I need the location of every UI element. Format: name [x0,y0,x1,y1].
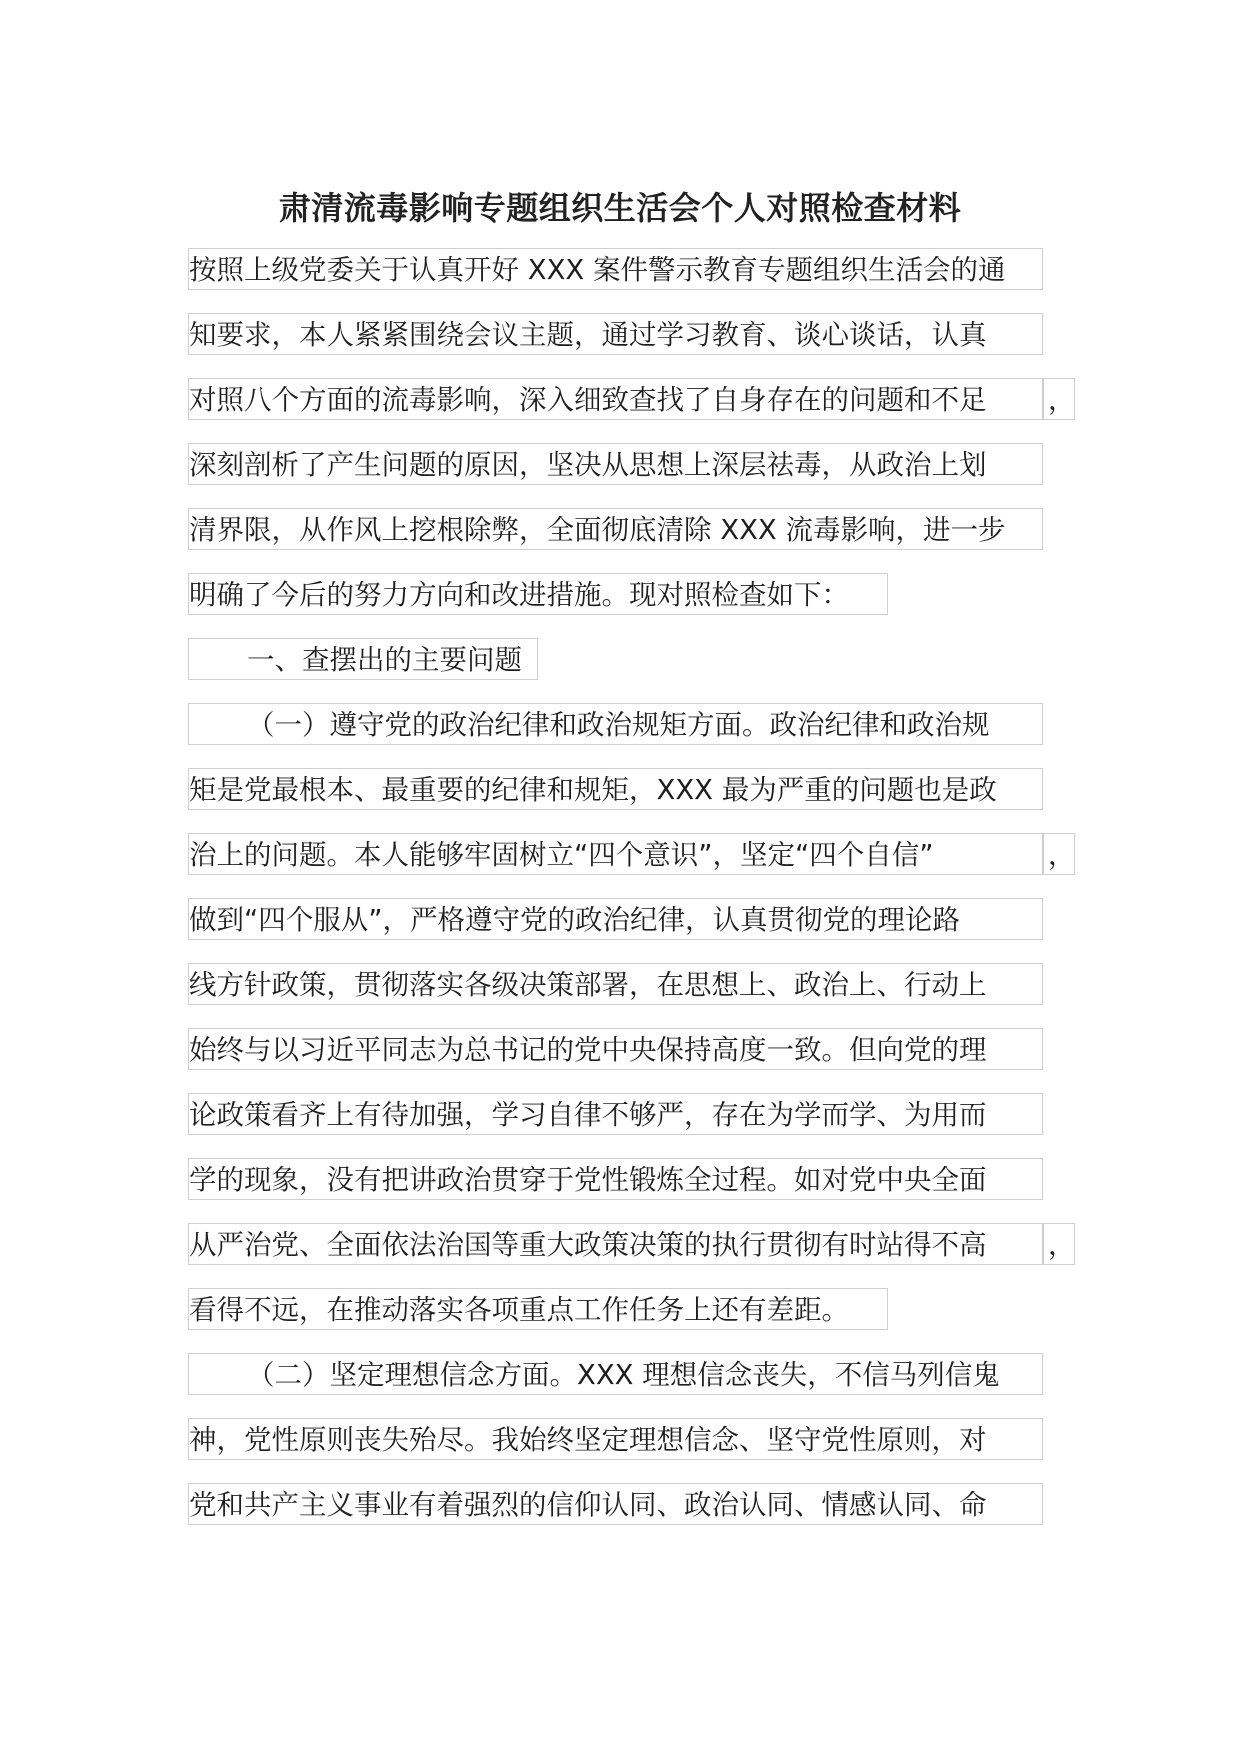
text-line: 清界限，从作风上挖根除弊，全面彻底清除 XXX 流毒影响，进一步 [188,508,1043,550]
text-line: （一）遵守党的政治纪律和政治规矩方面。政治纪律和政治规 [188,703,1043,745]
text-line-tail: ， [1043,378,1075,420]
document-title: 肃清流毒影响专题组织生活会个人对照检查材料 [278,189,962,227]
text-line: 治上的问题。本人能够牢固树立“四个意识”，坚定“四个自信” [188,833,1043,875]
section-heading: 一、查摆出的主要问题 [188,638,538,680]
text-line: 始终与以习近平同志为总书记的党中央保持高度一致。但向党的理 [188,1028,1043,1070]
text-line: 神，党性原则丧失殆尽。我始终坚定理想信念、坚守党性原则，对 [188,1418,1043,1460]
text-line: 矩是党最根本、最重要的纪律和规矩，XXX 最为严重的问题也是政 [188,768,1043,810]
text-line: 深刻剖析了产生问题的原因，坚决从思想上深层祛毒，从政治上划 [188,443,1043,485]
text-line: 论政策看齐上有待加强，学习自律不够严，存在为学而学、为用而 [188,1093,1043,1135]
text-line-tail: ， [1043,833,1075,875]
text-line: 线方针政策，贯彻落实各级决策部署，在思想上、政治上、行动上 [188,963,1043,1005]
text-line-tail: ， [1043,1223,1075,1265]
text-line: 按照上级党委关于认真开好 XXX 案件警示教育专题组织生活会的通 [188,248,1043,290]
text-line: 党和共产主义事业有着强烈的信仰认同、政治认同、情感认同、命 [188,1483,1043,1525]
text-line: 知要求，本人紧紧围绕会议主题，通过学习教育、谈心谈话，认真 [188,313,1043,355]
text-line: 对照八个方面的流毒影响，深入细致查找了自身存在的问题和不足 [188,378,1043,420]
text-line: 从严治党、全面依法治国等重大政策决策的执行贯彻有时站得不高 [188,1223,1043,1265]
text-line: 做到“四个服从”，严格遵守党的政治纪律，认真贯彻党的理论路 [188,898,1043,940]
text-line: 看得不远，在推动落实各项重点工作任务上还有差距。 [188,1288,888,1330]
text-line: 明确了今后的努力方向和改进措施。现对照检查如下： [188,573,888,615]
text-line: 学的现象，没有把讲政治贯穿于党性锻炼全过程。如对党中央全面 [188,1158,1043,1200]
text-line: （二）坚定理想信念方面。XXX 理想信念丧失，不信马列信鬼 [188,1353,1043,1395]
